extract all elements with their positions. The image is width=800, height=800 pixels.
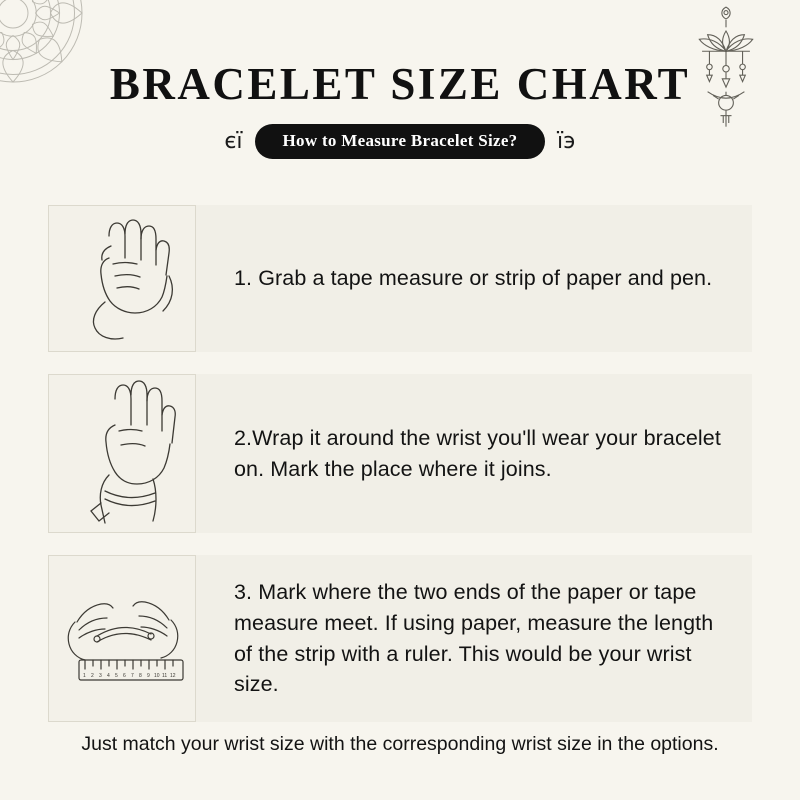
list-item bbox=[48, 555, 752, 722]
subtitle-row bbox=[0, 124, 800, 159]
step-3-text: 3. Mark where the two ends of the paper or tape measure meet. If using paper, measure the length of the strip with a ruler. This would be your wrist size. bbox=[234, 580, 714, 697]
swirl-right-icon: єї bbox=[557, 128, 576, 154]
svg-text:9: 9 bbox=[147, 673, 150, 679]
subtitle-pill: How to Measure Bracelet Size? bbox=[255, 124, 546, 159]
hand-fist-illustration bbox=[49, 206, 197, 346]
step-2-thumbnail bbox=[48, 374, 196, 533]
hands-ruler-measuring-illustration bbox=[49, 556, 197, 716]
svg-text:12: 12 bbox=[170, 673, 176, 679]
svg-text:4: 4 bbox=[107, 673, 110, 679]
steps-list bbox=[48, 205, 752, 744]
step-1-text: 1. Grab a tape measure or strip of paper and pen. bbox=[234, 266, 713, 291]
swirl-left-icon: єї bbox=[224, 128, 243, 154]
hand-wrist-tape-illustration bbox=[49, 375, 197, 527]
svg-text:3: 3 bbox=[99, 673, 102, 679]
step-1-thumbnail bbox=[48, 205, 196, 352]
svg-text:7: 7 bbox=[131, 673, 134, 679]
svg-text:10: 10 bbox=[154, 673, 160, 679]
svg-text:8: 8 bbox=[139, 673, 142, 679]
page-title: BRACELET SIZE CHART bbox=[109, 59, 691, 109]
svg-text:5: 5 bbox=[115, 673, 118, 679]
svg-text:11: 11 bbox=[162, 673, 168, 679]
step-2-text: 2.Wrap it around the wrist you'll wear your bracelet on. Mark the place where it joins. bbox=[234, 425, 721, 481]
footer-note: Just match your wrist size with the corresponding wrist size in the options. bbox=[81, 733, 719, 755]
list-item bbox=[48, 205, 752, 352]
svg-text:6: 6 bbox=[123, 673, 126, 679]
step-3-thumbnail bbox=[48, 555, 196, 722]
svg-text:1: 1 bbox=[83, 673, 86, 679]
list-item bbox=[48, 374, 752, 533]
svg-text:2: 2 bbox=[91, 673, 94, 679]
